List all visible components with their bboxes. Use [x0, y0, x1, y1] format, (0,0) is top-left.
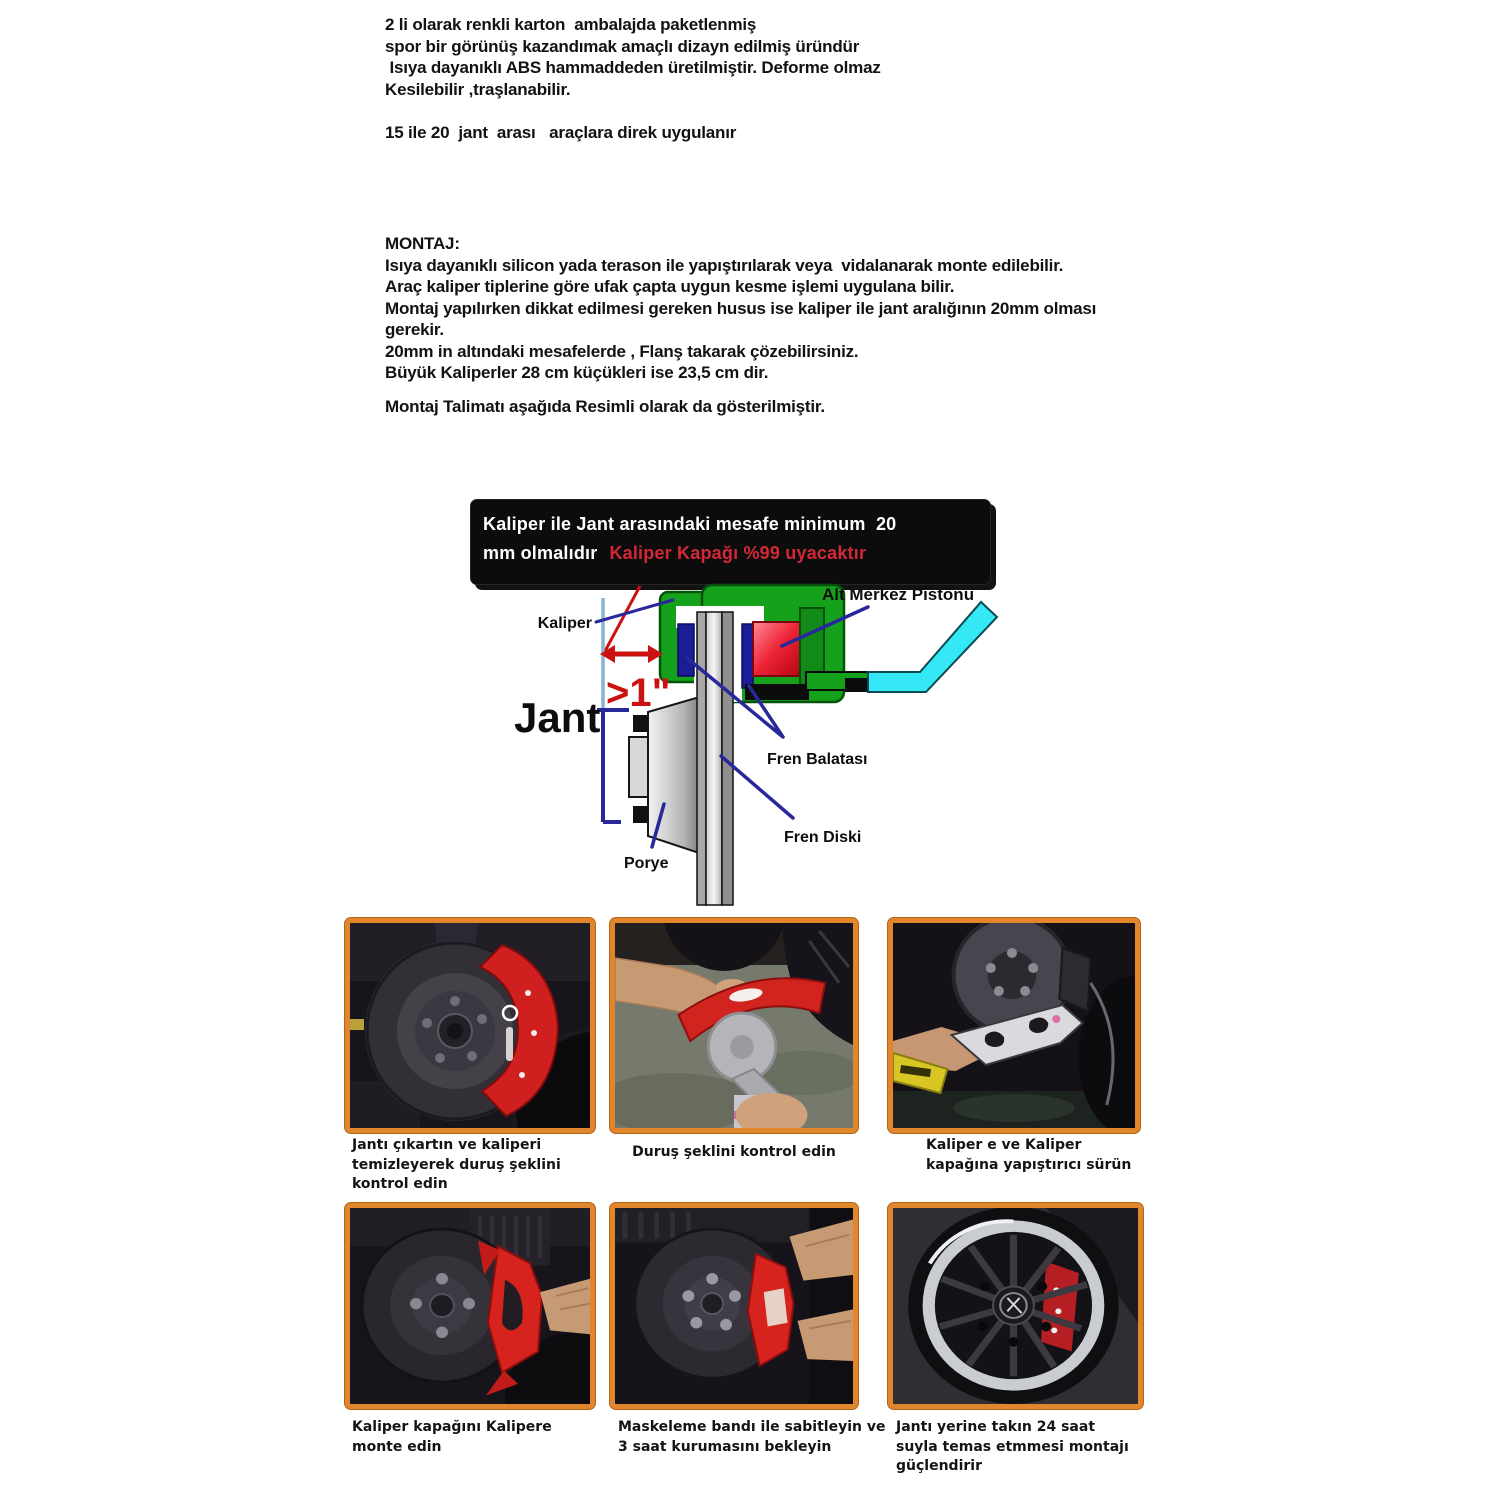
step-caption-5: Maskeleme bandı ile sabitleyin ve 3 saat kurumasını bekleyin	[618, 1419, 886, 1455]
montaj-line: Büyük Kaliperler 28 cm küçükleri ise 23,5 cm dir.	[385, 363, 769, 382]
photo-5-illustration	[615, 1208, 853, 1404]
jant-label: Jant	[514, 694, 601, 741]
step-photo-3	[888, 918, 1140, 1133]
gap-arrow	[600, 645, 663, 663]
fren-balatasi-label: Fren Balatası	[767, 751, 868, 768]
caliper-diagram	[440, 560, 1070, 920]
intro-line: 15 ile 20 jant arası araçlara direk uygulanır	[385, 123, 737, 142]
montaj-text	[385, 233, 1096, 417]
porye-label: Porye	[624, 855, 669, 872]
step-caption-4: Kaliper kapağını Kalipere monte edin	[352, 1419, 552, 1455]
step-photo-5	[610, 1203, 858, 1409]
montaj-line: 20mm in altındaki mesafelerde , Flanş takarak çözebilirsiniz.	[385, 341, 859, 361]
brake-pad-left	[678, 624, 694, 676]
montaj-line: Montaj yapılırken dikkat edilmesi gereken husus ise kaliper ile jant aralığının 20mm olması	[385, 298, 1097, 318]
jant-bracket	[597, 710, 629, 822]
intro-line: Kesilebilir ,traşlanabilir.	[385, 79, 571, 99]
intro-line: 2 li olarak renkli karton ambalajda paketlenmiş	[385, 15, 757, 34]
step-photo-6	[888, 1203, 1143, 1409]
intro-line: Isıya dayanıklı ABS hammaddeden üretilmiştir. Deforme olmaz	[385, 58, 881, 77]
banner-highlight: Kaliper Kapağı %99 uyacaktır	[609, 543, 867, 563]
step-caption-3: Kaliper e ve Kaliper kapağına yapıştırıcı sürün	[926, 1137, 1132, 1173]
banner-line-1: Kaliper ile Jant arasındaki mesafe minimum 20	[483, 514, 897, 534]
brake-disc	[697, 612, 733, 905]
brake-hose-cyan	[868, 602, 997, 692]
photo-3-illustration	[893, 923, 1135, 1128]
photo-1-illustration	[350, 923, 590, 1128]
intro-line: spor bir görünüş kazandımak amaçlı dizayn edilmiş üründür	[385, 36, 860, 56]
photo-2-illustration	[615, 923, 853, 1128]
montaj-line: gerekir.	[385, 320, 444, 339]
montaj-line: Araç kaliper tiplerine göre ufak çapta uygun kesme işlemi uygulana bilir.	[385, 277, 955, 296]
brake-pad-right	[742, 624, 753, 688]
montaj-footer: Montaj Talimatı aşağıda Resimli olarak da gösterilmiştir.	[385, 396, 825, 416]
gap-label: >1"	[606, 671, 671, 715]
photo-4-illustration	[350, 1208, 590, 1404]
photo-6-illustration	[893, 1208, 1138, 1404]
banner-line-2: mm olmalıdır Kaliper Kapağı %99 uyacaktır	[483, 543, 867, 563]
step-photo-1	[345, 918, 595, 1133]
intro-text	[385, 14, 881, 144]
step-caption-2: Duruş şeklini kontrol edin	[632, 1144, 836, 1160]
step-photo-4	[345, 1203, 595, 1409]
step-caption-1: Jantı çıkartın ve kaliperi temizleyerek duruş şeklini kontrol edin	[352, 1137, 561, 1192]
kaliper-label: Kaliper	[537, 615, 592, 632]
alt-merkez-pistonu-label: Alt Merkez Pistonu	[822, 585, 975, 604]
montaj-heading: MONTAJ:	[385, 234, 460, 253]
step-caption-6: Jantı yerine takın 24 saat suyla temas etmmesi montajı güçlendirir	[896, 1419, 1129, 1474]
montaj-line: Isıya dayanıklı silicon yada terason ile yapıştırılarak veya vidalanarak monte edilebilir.	[385, 255, 1064, 275]
step-photo-2	[610, 918, 858, 1133]
piston-red	[753, 622, 800, 676]
fren-diski-label: Fren Diski	[784, 829, 862, 846]
